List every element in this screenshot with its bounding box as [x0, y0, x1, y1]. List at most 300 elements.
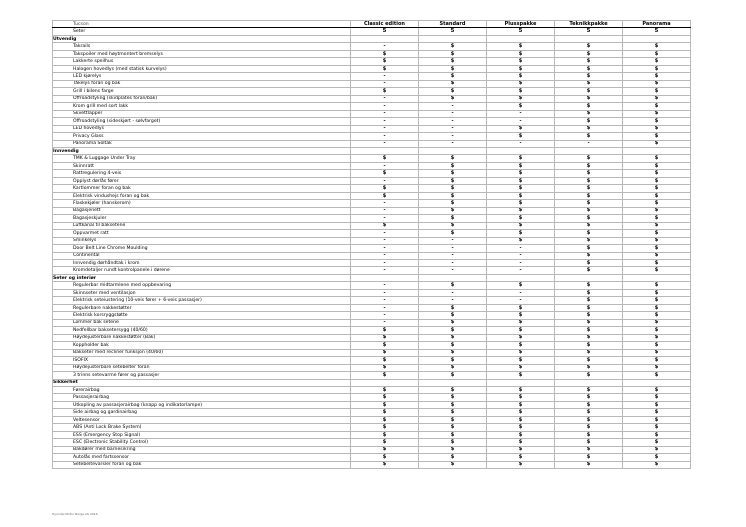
feature-label: Bakseter med recliner funksjon (40/60): [53, 349, 351, 356]
feature-availability: $: [419, 342, 487, 349]
feature-label: Offroadstyling (skidplates foran/bak): [53, 95, 351, 102]
feature-availability: $: [555, 461, 623, 468]
feature-availability: $: [487, 394, 555, 401]
feature-availability: $: [555, 394, 623, 401]
feature-availability: $: [487, 454, 555, 461]
feature-row: [53, 95, 691, 102]
feature-availability: $: [351, 170, 419, 177]
feature-label: ESS (Emergency Stop Signal): [53, 431, 351, 438]
feature-availability: $: [419, 372, 487, 379]
feature-availability: -: [351, 162, 419, 169]
section-header: [53, 274, 691, 281]
feature-availability: $: [623, 372, 691, 379]
feature-row: [53, 319, 691, 326]
section-blank: [487, 274, 555, 281]
section-blank: [555, 35, 623, 42]
column-header: Teknikkpakke: [555, 21, 623, 28]
column-header: Classic edition: [351, 21, 419, 28]
feature-availability: $: [351, 58, 419, 65]
feature-row: [53, 364, 691, 371]
feature-availability: $: [555, 424, 623, 431]
feature-availability: $: [623, 282, 691, 289]
feature-row: [53, 80, 691, 87]
section-title: Utvendig: [53, 35, 351, 42]
feature-availability: $: [487, 446, 555, 453]
feature-availability: $: [555, 110, 623, 117]
feature-label: Elektrisk vindushejs foran og bak: [53, 192, 351, 199]
feature-availability: $: [487, 177, 555, 184]
feature-availability: -: [487, 260, 555, 267]
page-footer: Hyundai Motor Norge AS 2016: [52, 512, 98, 516]
seats-value: 5: [487, 28, 555, 35]
feature-label: Elektrisk seteiustering (10-veis fører + 6-veis passasjer): [53, 297, 351, 304]
feature-availability: $: [487, 439, 555, 446]
feature-availability: $: [555, 431, 623, 438]
section-blank: [555, 147, 623, 154]
feature-row: [53, 327, 691, 334]
feature-label: Regulerbare nakkestøtter: [53, 304, 351, 311]
feature-availability: $: [487, 304, 555, 311]
feature-row: [53, 118, 691, 125]
feature-availability: -: [351, 312, 419, 319]
feature-availability: -: [419, 267, 487, 274]
feature-label: Innvendig dørhåndtak i krom: [53, 260, 351, 267]
feature-availability: $: [419, 461, 487, 468]
feature-row: [53, 454, 691, 461]
feature-label: Flaskekjøler (hanskerom): [53, 200, 351, 207]
feature-availability: $: [555, 162, 623, 169]
feature-row: [53, 50, 691, 57]
feature-row: [53, 357, 691, 364]
feature-availability: $: [623, 162, 691, 169]
spec-sheet: [52, 20, 690, 469]
feature-availability: $: [623, 446, 691, 453]
feature-availability: $: [351, 327, 419, 334]
feature-availability: $: [419, 58, 487, 65]
feature-row: [53, 372, 691, 379]
feature-row: [53, 230, 691, 237]
feature-label: LED kjørelys: [53, 73, 351, 80]
feature-availability: $: [487, 409, 555, 416]
feature-availability: $: [487, 65, 555, 72]
feature-availability: $: [419, 319, 487, 326]
feature-availability: $: [555, 386, 623, 393]
feature-row: [53, 342, 691, 349]
feature-row: [53, 334, 691, 341]
feature-availability: $: [623, 125, 691, 132]
feature-availability: $: [487, 431, 555, 438]
seats-value: 5: [623, 28, 691, 35]
feature-availability: $: [623, 140, 691, 147]
feature-availability: -: [351, 95, 419, 102]
feature-row: [53, 73, 691, 80]
feature-row: [53, 125, 691, 132]
feature-availability: $: [351, 401, 419, 408]
feature-availability: $: [419, 327, 487, 334]
header-model-label: Tucson: [53, 21, 351, 28]
feature-availability: $: [555, 58, 623, 65]
feature-row: [53, 185, 691, 192]
section-header: [53, 379, 691, 386]
feature-row: [53, 409, 691, 416]
feature-availability: $: [623, 50, 691, 57]
feature-availability: $: [555, 88, 623, 95]
feature-availability: $: [487, 327, 555, 334]
feature-availability: $: [419, 88, 487, 95]
feature-row: [53, 461, 691, 468]
feature-availability: $: [487, 349, 555, 356]
feature-availability: -: [351, 319, 419, 326]
feature-availability: $: [623, 118, 691, 125]
feature-row: [53, 245, 691, 252]
feature-availability: $: [487, 237, 555, 244]
feature-availability: $: [623, 394, 691, 401]
feature-availability: $: [623, 260, 691, 267]
feature-label: Lakkerte speilhus: [53, 58, 351, 65]
feature-availability: $: [555, 207, 623, 214]
feature-availability: -: [419, 118, 487, 125]
feature-availability: $: [555, 80, 623, 87]
feature-label: Førerairbag: [53, 386, 351, 393]
feature-availability: $: [487, 424, 555, 431]
feature-label: LED hovedlys: [53, 125, 351, 132]
feature-availability: $: [623, 386, 691, 393]
feature-availability: -: [419, 245, 487, 252]
seats-value: 5: [351, 28, 419, 35]
feature-availability: $: [623, 222, 691, 229]
feature-row: [53, 103, 691, 110]
feature-availability: $: [555, 357, 623, 364]
feature-label: Continental: [53, 252, 351, 259]
feature-availability: $: [419, 446, 487, 453]
feature-label: Door Belt Line Chrome Moulding: [53, 245, 351, 252]
feature-availability: -: [419, 289, 487, 296]
feature-label: ABS (Anti Lock Brake System): [53, 424, 351, 431]
feature-availability: $: [419, 349, 487, 356]
feature-availability: $: [487, 215, 555, 222]
feature-availability: $: [419, 230, 487, 237]
feature-availability: $: [555, 454, 623, 461]
feature-availability: $: [623, 230, 691, 237]
feature-label: Bagasjenett: [53, 207, 351, 214]
feature-availability: $: [555, 125, 623, 132]
section-blank: [419, 35, 487, 42]
feature-availability: $: [487, 364, 555, 371]
feature-availability: $: [623, 200, 691, 207]
feature-availability: $: [623, 364, 691, 371]
feature-availability: $: [623, 133, 691, 140]
feature-availability: $: [555, 409, 623, 416]
feature-availability: $: [419, 162, 487, 169]
feature-availability: $: [419, 312, 487, 319]
feature-availability: $: [419, 95, 487, 102]
feature-availability: -: [351, 267, 419, 274]
feature-label: Skvettlapper: [53, 110, 351, 117]
feature-availability: $: [623, 155, 691, 162]
feature-label: Regulerbar midtarmlene med oppbevaring: [53, 282, 351, 289]
feature-availability: -: [351, 215, 419, 222]
column-header: Panorama: [623, 21, 691, 28]
feature-label: Utkopling av passasjerairbag (knapp og indikatorlampe): [53, 401, 351, 408]
feature-availability: -: [487, 289, 555, 296]
feature-availability: $: [487, 95, 555, 102]
feature-availability: $: [555, 170, 623, 177]
feature-availability: -: [351, 177, 419, 184]
feature-availability: -: [487, 252, 555, 259]
feature-availability: -: [419, 297, 487, 304]
feature-label: Autolås med fartssensor: [53, 454, 351, 461]
feature-availability: $: [419, 185, 487, 192]
feature-label: Privacy Glass: [53, 133, 351, 140]
feature-availability: $: [351, 461, 419, 468]
feature-row: [53, 222, 691, 229]
feature-label: Skinnseter med ventilasjon: [53, 289, 351, 296]
feature-row: [53, 192, 691, 199]
feature-availability: $: [419, 207, 487, 214]
feature-availability: -: [487, 245, 555, 252]
feature-availability: $: [351, 394, 419, 401]
feature-row: [53, 215, 691, 222]
feature-availability: $: [419, 439, 487, 446]
feature-availability: $: [555, 289, 623, 296]
feature-availability: $: [419, 43, 487, 50]
feature-availability: $: [555, 334, 623, 341]
feature-availability: -: [351, 118, 419, 125]
feature-availability: $: [555, 319, 623, 326]
feature-row: [53, 267, 691, 274]
feature-availability: $: [555, 133, 623, 140]
feature-availability: -: [351, 103, 419, 110]
feature-availability: $: [351, 431, 419, 438]
feature-availability: $: [419, 409, 487, 416]
feature-availability: $: [623, 297, 691, 304]
feature-availability: $: [623, 439, 691, 446]
feature-availability: $: [419, 177, 487, 184]
feature-availability: $: [555, 245, 623, 252]
feature-availability: $: [555, 282, 623, 289]
feature-availability: $: [487, 73, 555, 80]
feature-availability: $: [351, 192, 419, 199]
feature-row: [53, 416, 691, 423]
feature-availability: $: [623, 454, 691, 461]
feature-availability: $: [351, 185, 419, 192]
feature-availability: $: [487, 88, 555, 95]
feature-availability: $: [623, 431, 691, 438]
feature-availability: $: [351, 155, 419, 162]
feature-availability: $: [623, 185, 691, 192]
feature-availability: $: [419, 386, 487, 393]
feature-label: Halogen hovedlys (med statisk kurvelys): [53, 65, 351, 72]
feature-row: [53, 252, 691, 259]
section-blank: [623, 274, 691, 281]
feature-row: [53, 110, 691, 117]
feature-label: Koppholder bak: [53, 342, 351, 349]
seats-row: [53, 28, 691, 35]
feature-availability: $: [419, 155, 487, 162]
feature-availability: $: [555, 372, 623, 379]
feature-availability: $: [487, 372, 555, 379]
feature-availability: -: [419, 237, 487, 244]
feature-availability: $: [555, 416, 623, 423]
feature-availability: $: [555, 401, 623, 408]
feature-label: Grill i bilens farge: [53, 88, 351, 95]
feature-availability: $: [555, 297, 623, 304]
feature-availability: $: [555, 364, 623, 371]
feature-availability: $: [555, 267, 623, 274]
feature-availability: $: [351, 334, 419, 341]
feature-label: Lommer bak setene: [53, 319, 351, 326]
seats-value: 5: [555, 28, 623, 35]
feature-availability: $: [555, 222, 623, 229]
feature-availability: -: [351, 237, 419, 244]
feature-label: Kartlommer foran og bak: [53, 185, 351, 192]
feature-availability: $: [487, 401, 555, 408]
feature-availability: -: [351, 297, 419, 304]
feature-label: ISOFIX: [53, 357, 351, 364]
feature-availability: $: [487, 222, 555, 229]
feature-availability: $: [351, 416, 419, 423]
feature-availability: $: [487, 207, 555, 214]
feature-row: [53, 43, 691, 50]
feature-availability: $: [623, 327, 691, 334]
feature-availability: $: [351, 372, 419, 379]
feature-availability: $: [623, 267, 691, 274]
feature-availability: -: [351, 207, 419, 214]
feature-availability: $: [419, 424, 487, 431]
seats-value: 5: [419, 28, 487, 35]
feature-availability: $: [555, 252, 623, 259]
feature-availability: $: [555, 439, 623, 446]
feature-availability: $: [623, 237, 691, 244]
feature-availability: $: [623, 73, 691, 80]
feature-availability: $: [623, 88, 691, 95]
feature-availability: $: [623, 334, 691, 341]
feature-availability: -: [351, 133, 419, 140]
feature-label: 3 trinns setevarme fører og passasjer: [53, 372, 351, 379]
feature-availability: $: [623, 289, 691, 296]
feature-availability: $: [623, 245, 691, 252]
feature-availability: $: [623, 192, 691, 199]
feature-row: [53, 207, 691, 214]
feature-availability: $: [419, 394, 487, 401]
feature-availability: $: [419, 334, 487, 341]
feature-availability: $: [419, 200, 487, 207]
feature-label: Elektrisk korsryggstøtte: [53, 312, 351, 319]
feature-row: [53, 446, 691, 453]
feature-availability: -: [351, 200, 419, 207]
spec-table: [52, 20, 691, 469]
feature-availability: $: [555, 103, 623, 110]
feature-availability: $: [623, 170, 691, 177]
feature-availability: $: [419, 65, 487, 72]
feature-availability: $: [623, 95, 691, 102]
feature-availability: -: [351, 230, 419, 237]
feature-availability: $: [623, 409, 691, 416]
feature-availability: $: [419, 170, 487, 177]
feature-row: [53, 58, 691, 65]
feature-availability: -: [351, 245, 419, 252]
feature-row: [53, 177, 691, 184]
feature-label: Krom grill med sort lakk: [53, 103, 351, 110]
feature-availability: $: [351, 88, 419, 95]
feature-row: [53, 349, 691, 356]
feature-availability: $: [351, 409, 419, 416]
section-title: Sikkerhet: [53, 379, 351, 386]
feature-availability: -: [419, 140, 487, 147]
feature-availability: $: [487, 155, 555, 162]
feature-availability: $: [555, 342, 623, 349]
feature-availability: $: [623, 461, 691, 468]
header-row: [53, 21, 691, 28]
column-header: Standard: [419, 21, 487, 28]
feature-availability: $: [419, 357, 487, 364]
feature-availability: -: [419, 103, 487, 110]
section-title: Innvendig: [53, 147, 351, 154]
feature-availability: $: [419, 222, 487, 229]
feature-availability: $: [487, 43, 555, 50]
feature-label: Passasjerairbag: [53, 394, 351, 401]
feature-availability: $: [623, 319, 691, 326]
feature-row: [53, 155, 691, 162]
feature-availability: $: [351, 50, 419, 57]
feature-availability: $: [623, 416, 691, 423]
feature-label: Takspoiler med høytmontert bremselys: [53, 50, 351, 57]
feature-availability: $: [487, 461, 555, 468]
feature-availability: $: [487, 185, 555, 192]
feature-availability: -: [419, 260, 487, 267]
feature-availability: $: [555, 43, 623, 50]
feature-availability: $: [555, 50, 623, 57]
feature-availability: $: [351, 386, 419, 393]
feature-availability: $: [419, 215, 487, 222]
feature-label: Høydejusterbare nakkestøtter (Bak): [53, 334, 351, 341]
feature-row: [53, 65, 691, 72]
feature-availability: $: [487, 58, 555, 65]
feature-availability: $: [623, 424, 691, 431]
feature-label: Panorama Soltak: [53, 140, 351, 147]
feature-availability: $: [555, 185, 623, 192]
feature-availability: -: [487, 267, 555, 274]
feature-availability: -: [419, 133, 487, 140]
feature-row: [53, 162, 691, 169]
feature-label: Oppvarmet ratt: [53, 230, 351, 237]
section-title: Seter og interiør: [53, 274, 351, 281]
feature-availability: $: [351, 357, 419, 364]
feature-availability: $: [351, 342, 419, 349]
feature-label: Tåkelys foran og bak: [53, 80, 351, 87]
feature-label: Sminkelys: [53, 237, 351, 244]
feature-row: [53, 260, 691, 267]
feature-availability: $: [555, 155, 623, 162]
feature-availability: $: [419, 416, 487, 423]
feature-availability: $: [487, 416, 555, 423]
feature-label: Offroadstyling (sideskjørt - sølvfarget): [53, 118, 351, 125]
feature-availability: $: [623, 80, 691, 87]
feature-availability: $: [555, 446, 623, 453]
feature-availability: $: [555, 312, 623, 319]
feature-availability: -: [419, 110, 487, 117]
feature-availability: $: [623, 58, 691, 65]
feature-availability: -: [419, 125, 487, 132]
feature-availability: $: [487, 386, 555, 393]
feature-label: TMK & Luggage Under Tray: [53, 155, 351, 162]
feature-row: [53, 304, 691, 311]
feature-availability: -: [351, 110, 419, 117]
feature-availability: $: [487, 103, 555, 110]
feature-availability: $: [555, 237, 623, 244]
feature-availability: $: [623, 357, 691, 364]
feature-availability: $: [487, 133, 555, 140]
